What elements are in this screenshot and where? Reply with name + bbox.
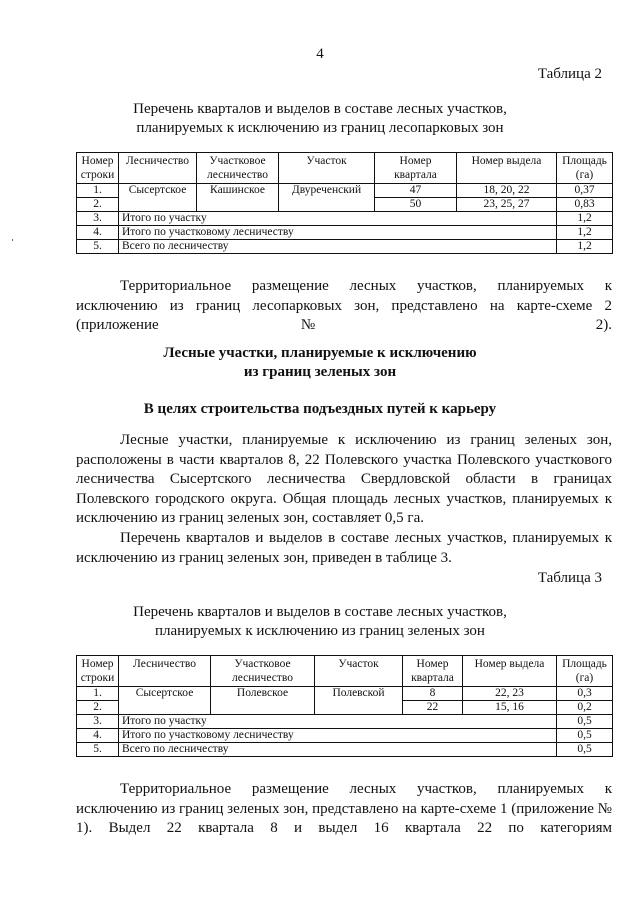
plots-cell: 18, 20, 22 <box>457 184 557 198</box>
area-cell: 1,2 <box>557 240 613 254</box>
area-cell: 1,2 <box>557 226 613 240</box>
table2-header-row <box>77 153 613 184</box>
table2-header-cell: Участок <box>279 153 375 184</box>
table3-caption-line-2: планируемых к исключению из границ зеленых зон <box>155 623 485 639</box>
table2-caption-line-1: Перечень кварталов и выделов в составе лесных участков, <box>133 101 507 117</box>
table3 <box>76 655 613 757</box>
table-row <box>77 226 613 240</box>
table3-header-cell: Номер квартала <box>403 656 463 687</box>
paragraph-1: Территориальное размещение лесных участков, планируемых к исключению из границ лесопарковых зон, представлено на карте-схеме 2 (приложение № 2). <box>76 278 612 333</box>
page-number: 4 <box>316 46 324 62</box>
area-cell: 1,2 <box>557 212 613 226</box>
table2-header-cell: Лесничество <box>119 153 197 184</box>
table2-label: Таблица 2 <box>537 66 602 82</box>
table-row <box>77 743 613 757</box>
row-number: 3. <box>77 715 119 729</box>
table-row <box>77 715 613 729</box>
table2-header-cell: Участковое лесничество <box>197 153 279 184</box>
row-number: 3. <box>77 212 119 226</box>
table2 <box>76 152 613 254</box>
margin-mark <box>12 239 13 241</box>
table3-header-cell: Участок <box>315 656 403 687</box>
site-cell: Полевской <box>315 687 403 715</box>
table3-header-cell: Площадь (га) <box>557 656 613 687</box>
area-cell: 0,5 <box>557 715 613 729</box>
plots-cell: 22, 23 <box>463 687 557 701</box>
section-heading-line-2: из границ зеленых зон <box>243 364 397 380</box>
table3-header-cell: Лесничество <box>119 656 211 687</box>
area-cell: 0,5 <box>557 729 613 743</box>
table2-header-cell: Площадь (га) <box>557 153 613 184</box>
subsection-heading: В целях строительства подъездных путей к карьеру <box>143 401 497 417</box>
area-cell: 0,2 <box>557 701 613 715</box>
row-number: 1. <box>77 184 119 198</box>
plots-cell: 23, 25, 27 <box>457 198 557 212</box>
forestry-cell: Сысертское <box>119 687 211 715</box>
quarter-cell: 47 <box>375 184 457 198</box>
table2-caption-line-2: планируемых к исключению из границ лесопарковых зон <box>136 120 504 136</box>
table-row <box>77 687 613 701</box>
area-cell: 0,3 <box>557 687 613 701</box>
table3-header-cell: Номер выдела <box>463 656 557 687</box>
district-cell: Полевское <box>211 687 315 715</box>
area-cell: 0,5 <box>557 743 613 757</box>
table2-header-cell: Номер строки <box>77 153 119 184</box>
total-label: Итого по участковому лесничеству <box>119 729 557 743</box>
table2-header-cell: Номер выдела <box>457 153 557 184</box>
table3-label: Таблица 3 <box>537 570 602 586</box>
quarter-cell: 8 <box>403 687 463 701</box>
row-number: 1. <box>77 687 119 701</box>
row-number: 5. <box>77 240 119 254</box>
table-row <box>77 212 613 226</box>
total-label: Итого по участку <box>119 715 557 729</box>
total-label: Всего по лесничеству <box>119 240 557 254</box>
table-row <box>77 184 613 198</box>
district-cell: Кашинское <box>197 184 279 212</box>
row-number: 2. <box>77 198 119 212</box>
table-row <box>77 729 613 743</box>
total-label: Итого по участковому лесничеству <box>119 226 557 240</box>
area-cell: 0,83 <box>557 198 613 212</box>
row-number: 4. <box>77 226 119 240</box>
section-heading-line-1: Лесные участки, планируемые к исключению <box>163 345 477 361</box>
area-cell: 0,37 <box>557 184 613 198</box>
table3-caption <box>60 603 580 641</box>
table-row <box>77 240 613 254</box>
table3-header-row <box>77 656 613 687</box>
row-number: 4. <box>77 729 119 743</box>
paragraph-3: Перечень кварталов и выделов в составе лесных участков, планируемых к исключению из границ зеленых зон, приведен в таблице 3. <box>76 530 612 566</box>
plots-cell: 15, 16 <box>463 701 557 715</box>
table3-header-cell: Номер строки <box>77 656 119 687</box>
row-number: 5. <box>77 743 119 757</box>
table3-caption-line-1: Перечень кварталов и выделов в составе лесных участков, <box>133 604 507 620</box>
quarter-cell: 22 <box>403 701 463 715</box>
row-number: 2. <box>77 701 119 715</box>
section-heading <box>60 344 580 382</box>
paragraph-2: Лесные участки, планируемые к исключению из границ зеленых зон, расположены в части кварталов 8, 22 Полевского участка Полевского участкового лесничества Сысертского лесничества Свердловской области в границах Полевского городского округа. Общая площадь лесных участков, планируемых к исключению из границ зеленых зон, составляет 0,5 га. <box>76 432 612 526</box>
table2-caption <box>60 100 580 138</box>
total-label: Итого по участку <box>119 212 557 226</box>
site-cell: Двуреченский <box>279 184 375 212</box>
table3-header-cell: Участковое лесничество <box>211 656 315 687</box>
quarter-cell: 50 <box>375 198 457 212</box>
paragraph-4: Территориальное размещение лесных участков, планируемых к исключению из границ зеленых зон, представлено на карте-схеме 1 (приложение № 1). Выдел 22 квартала 8 и выдел 16 квартала 22 по категориям <box>76 781 612 836</box>
total-label: Всего по лесничеству <box>119 743 557 757</box>
table2-header-cell: Номер квартала <box>375 153 457 184</box>
forestry-cell: Сысертское <box>119 184 197 212</box>
